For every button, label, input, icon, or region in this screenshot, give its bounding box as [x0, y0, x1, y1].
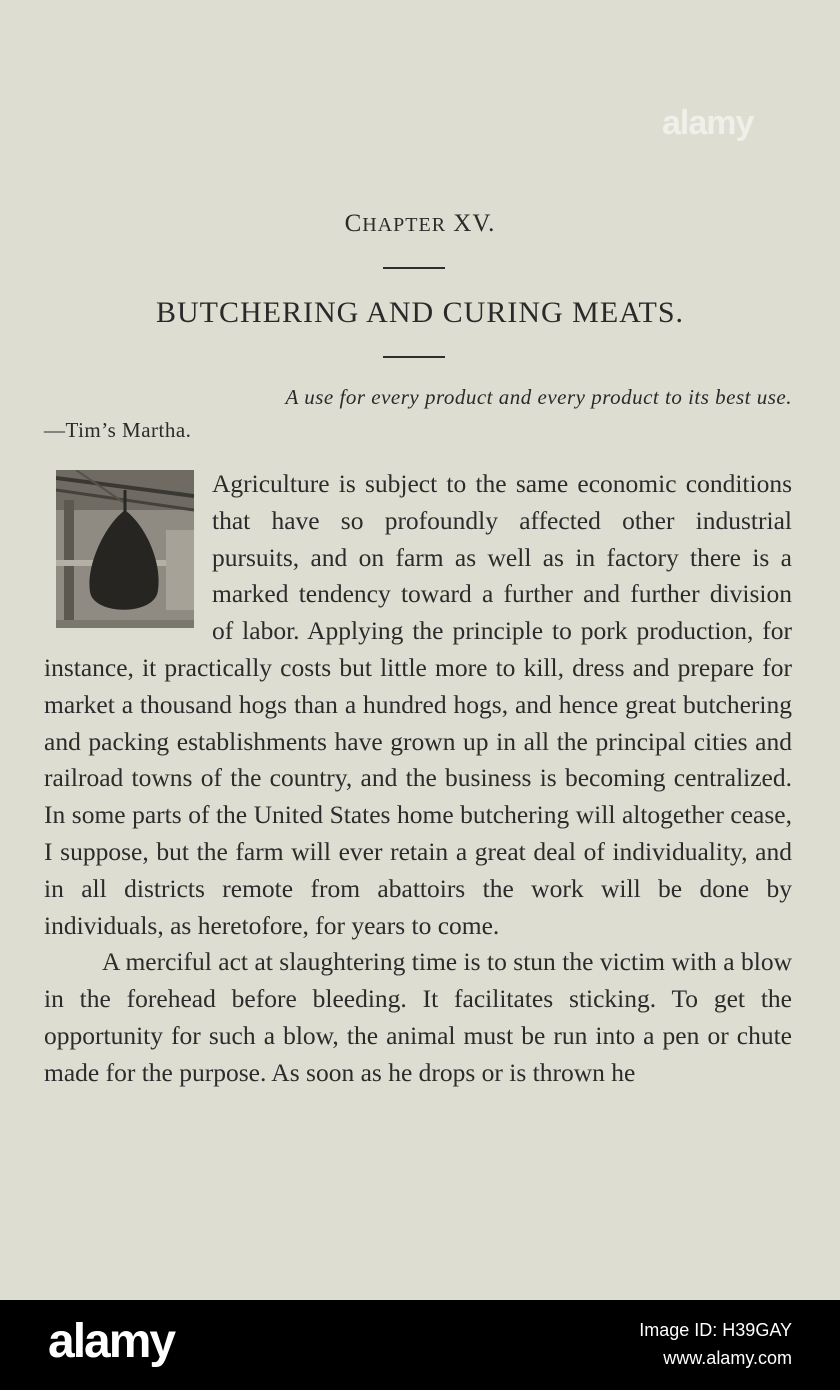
chapter-word: HAPTER	[362, 214, 447, 236]
stock-footer-bar	[0, 1300, 840, 1390]
chapter-heading	[0, 210, 840, 238]
watermark: alamy	[662, 104, 754, 142]
divider-rule-bottom	[383, 356, 445, 358]
chapter-initial: C	[344, 210, 363, 237]
chapter-title: BUTCHERING AND CURING MEATS.	[155, 296, 685, 329]
divider-rule-top	[383, 267, 445, 269]
body-text	[44, 466, 792, 1092]
figure-wrap-space	[44, 466, 212, 648]
epigraph-attribution: —Tim’s Martha.	[44, 418, 192, 442]
footer-image-id: Image ID: H39GAY	[639, 1320, 792, 1340]
epigraph-quote: A use for every product and every product to its best use.	[285, 385, 792, 409]
footer-logo: alamy	[48, 1315, 175, 1368]
paragraph-1: Agriculture is subject to the same economic conditions that have so profoundly affected other industrial pursuits, and on farm as well as in factory there is a marked tendency toward a further and further division of labor. Applying the principle to pork production, for instance, it practically costs but little more to kill, dress and prepare for market a thousand hogs than a hundred hogs, and hence great butchering and packing establishments have grown up in all the principal cities and railroad towns of the country, and the business is becoming centralized. In some parts of the United States home butchering will altogether cease, I suppose, but the farm will ever retain a great deal of individuality, and in all districts remote from abattoirs the work will be done by individuals, as heretofore, for years to come.	[44, 469, 792, 940]
chapter-numeral: XV.	[453, 210, 496, 237]
paragraph-2: A merciful act at slaughtering time is to stun the victim with a blow in the forehead before bleeding. It facilitates sticking. To get the opportunity for such a blow, the animal must be run into a pen or chute made for the purpose. As soon as he drops or is thrown he	[44, 947, 792, 1087]
footer-url: www.alamy.com	[663, 1348, 792, 1368]
